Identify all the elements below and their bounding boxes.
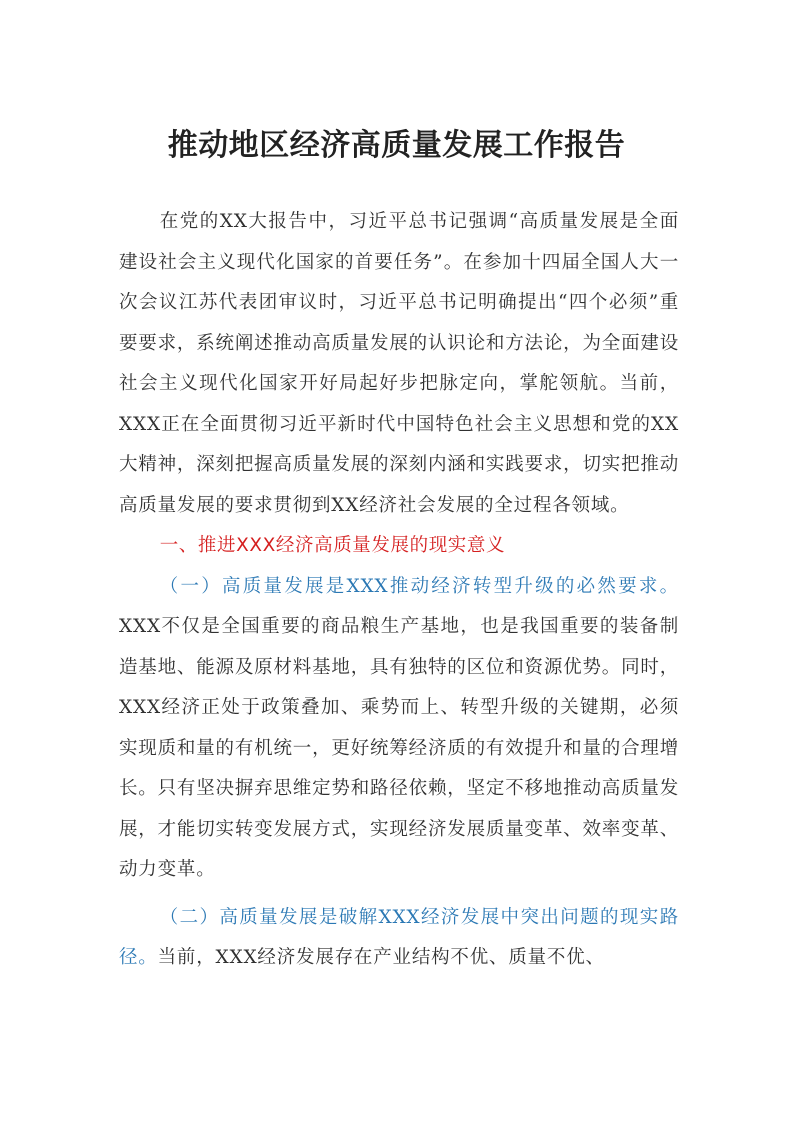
document-body [119, 202, 679, 979]
subsection-1-text: XXX不仅是全国重要的商品粮生产基地，也是我国重要的装备制造基地、能源及原材料基地，具有独特的区位和资源优势。同时，XXX经济正处于政策叠加、乘势而上、转型升级的关键期，必须实现质和量的有机统一，更好统筹经济质的有效提升和量的合理增长。只有坚决摒弃思维定势和路径依赖，坚定不移地推动高质量发展，才能切实转变发展方式，实现经济发展质量变革、效率变革、动力变革。 [119, 616, 679, 880]
subsection-2-heading: （二）高质量发展是破解XXX经济发展中突出问题的现实路径。 [119, 906, 679, 968]
subsection-2-paragraph [119, 898, 679, 979]
paragraph-gap [119, 891, 679, 898]
subsection-2-text: 当前，XXX经济发展存在产业结构不优、质量不优、 [157, 947, 605, 968]
section-heading-1: 一、推进XXX经济高质量发展的现实意义 [159, 535, 506, 556]
subsection-1-heading: （一）高质量发展是XXX推动经济转型升级的必然要求。 [159, 575, 679, 597]
subsection-1-paragraph [119, 567, 679, 891]
document-title: 推动地区经济高质量发展工作报告 [167, 128, 626, 163]
intro-paragraph: 在党的XX大报告中，习近平总书记强调“高质量发展是全面建设社会主义现代化国家的首要任务”。在参加十四届全国人大一次会议江苏代表团审议时，习近平总书记明确提出“四个必须”重要要求，系统阐述推动高质量发展的认识论和方法论，为全面建设社会主义现代化国家开好局起好步把脉定向，掌舵领航。当前，XXX正在全面贯彻习近平新时代中国特色社会主义思想和党的XX大精神，深刻把握高质量发展的深刻内涵和实践要求，切实把推动高质量发展的要求贯彻到XX经济社会发展的全过程各领域。 [119, 211, 679, 516]
